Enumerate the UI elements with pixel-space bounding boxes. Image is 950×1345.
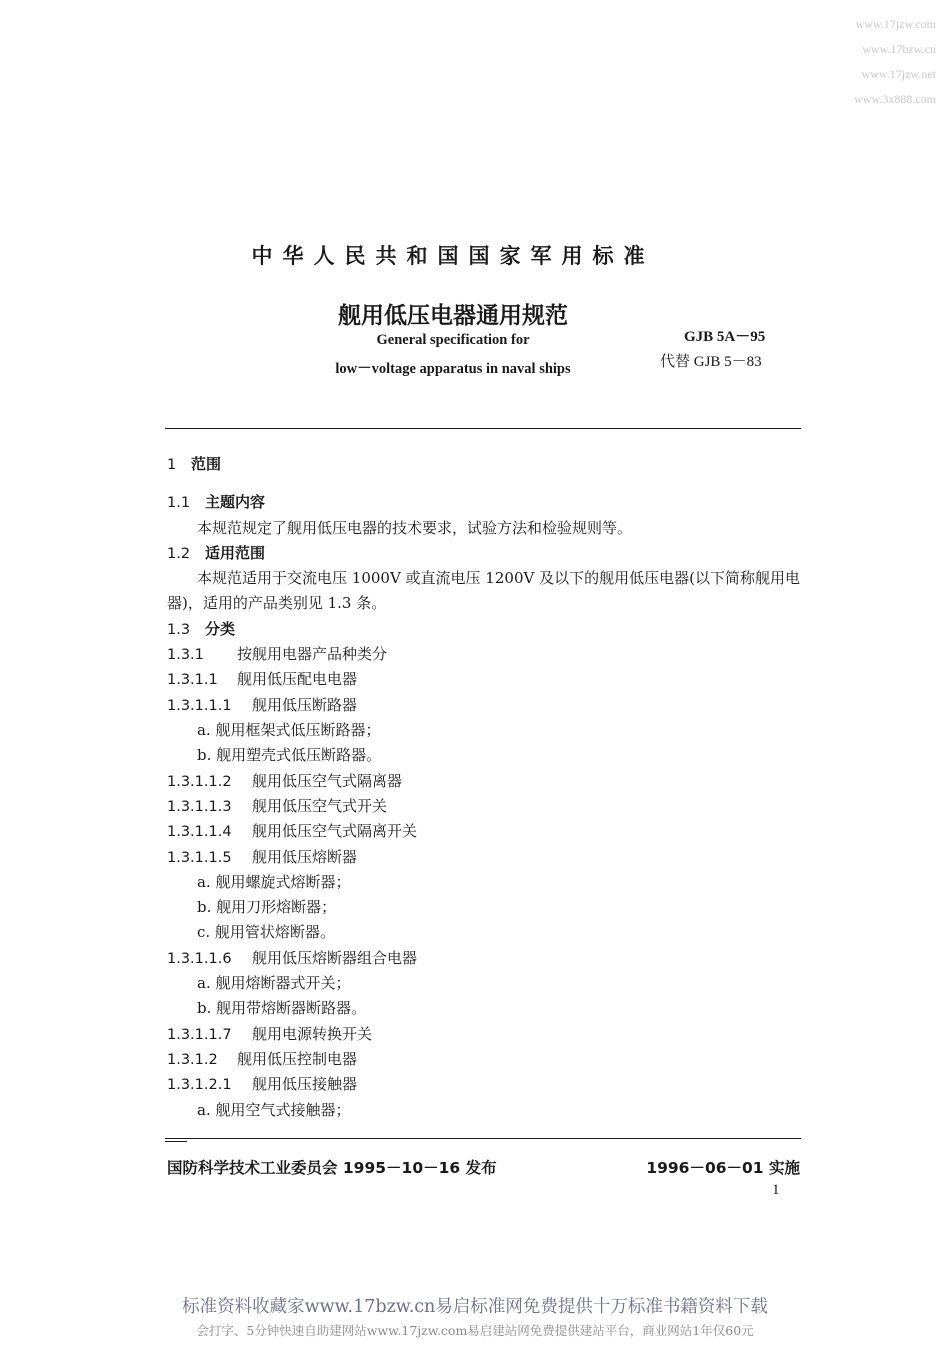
clause-number: 1.3.1.1.6 — [167, 950, 232, 967]
clause-heading — [167, 1072, 357, 1097]
clause-heading — [167, 794, 387, 819]
watermark-line: www.17jzw.net — [861, 67, 936, 81]
section-heading — [167, 617, 235, 642]
list-item: b. 舰用带熔断器断路器。 — [197, 999, 367, 1018]
body-paragraph: 本规范规定了舰用低压电器的技术要求，试验方法和检验规则等。 — [197, 518, 633, 537]
clause-number: 1.3.1.2 — [167, 1051, 218, 1068]
site-footer-line1: 标准资料收藏家www.17bzw.cn易启标准网免费提供十万标准书籍资料下载 — [182, 1297, 768, 1317]
clause-number: 1.3.1.1.4 — [167, 824, 232, 841]
clause-number: 1.3.1.1.5 — [167, 849, 232, 866]
clause-number: 1.3.1.1.7 — [167, 1026, 232, 1043]
clause-number: 1.3.1.1 — [167, 672, 218, 689]
implementation-date: 1996－06－01 实施 — [646, 1159, 800, 1177]
list-item: c. 舰用管状熔断器。 — [197, 923, 335, 942]
clause-title: 舰用低压空气式隔离开关 — [252, 822, 418, 841]
clause-number: 1.3.1 — [167, 647, 204, 664]
page-number: 1 — [772, 1182, 780, 1198]
clause-number: 1.3.1.1.2 — [167, 773, 232, 790]
clause-number: 1.3 — [167, 621, 191, 638]
list-item: a. 舰用框架式低压断路器； — [197, 721, 381, 739]
clause-title: 舰用电源转换开关 — [252, 1024, 373, 1043]
clause-number: 1.3.1.2.1 — [167, 1077, 232, 1094]
clause-heading — [167, 667, 357, 692]
header-divider — [165, 428, 801, 429]
clause-title: 舰用低压熔断器组合电器 — [252, 948, 418, 967]
clause-title: 主题内容 — [205, 493, 266, 512]
site-footer-line2: 会打字、5分钟快速自助建网站www.17jzw.com易启建站网免费提供建站平台，商业网站1年仅60元 — [196, 1323, 754, 1338]
standard-code: GJB 5A－95 — [684, 329, 766, 345]
clause-heading — [167, 1047, 357, 1072]
watermark-line: www.3x888.com — [854, 92, 936, 106]
clause-number: 1 — [167, 457, 177, 473]
clause-heading — [167, 946, 417, 971]
clause-title: 舰用低压配电电器 — [237, 670, 358, 689]
footer-divider — [165, 1138, 801, 1139]
list-item: a. 舰用空气式接触器； — [197, 1100, 351, 1119]
clause-number: 1.3.1.1.3 — [167, 798, 232, 815]
clause-title: 舰用低压断路器 — [252, 695, 358, 714]
replaces-code: 代替 GJB 5－83 — [660, 354, 762, 370]
watermark-urls — [854, 12, 936, 112]
clause-title: 适用范围 — [205, 543, 266, 562]
clause-title: 舰用低压熔断器 — [252, 847, 358, 866]
document-title-en-line2: low－voltage apparatus in naval ships — [335, 361, 571, 377]
clause-title: 舰用低压空气式隔离器 — [252, 771, 403, 790]
clause-number: 1.3.1.1.1 — [167, 697, 232, 714]
clause-title: 舰用低压空气式开关 — [252, 796, 388, 815]
list-item: b. 舰用塑壳式低压断路器。 — [197, 746, 382, 765]
document-title-en-line1: General specification for — [376, 332, 530, 348]
section-heading — [167, 490, 265, 515]
section-heading — [167, 452, 221, 477]
footer-divider-short — [165, 1141, 187, 1142]
issue-date: 国防科学技术工业委员会 1995－10－16 发布 — [167, 1159, 497, 1177]
clause-title: 范围 — [191, 455, 222, 473]
list-item: a. 舰用熔断器式开关； — [197, 974, 351, 992]
watermark-line: www.17bzw.cn — [862, 42, 936, 56]
document-title-cn: 舰用低压电器通用规范 — [338, 303, 568, 329]
clause-heading — [167, 693, 357, 718]
watermark-line: www.17jzw.com — [855, 17, 936, 31]
clause-heading — [167, 642, 387, 667]
clause-title: 按舰用电器产品种类分 — [237, 645, 388, 664]
clause-title: 舰用低压接触器 — [252, 1075, 358, 1094]
list-item: b. 舰用刀形熔断器； — [197, 898, 337, 917]
clause-number: 1.1 — [167, 495, 191, 512]
national-standard-heading: 中华人民共和国国家军用标准 — [251, 244, 655, 268]
clause-heading — [167, 845, 357, 870]
clause-number: 1.2 — [167, 545, 191, 562]
clause-title: 舰用低压控制电器 — [237, 1049, 358, 1068]
body-paragraph: 本规范适用于交流电压 1000V 或直流电压 1200V 及以下的舰用低压电器(以下简称舰用电器)，适用的产品类别见 1.3 条。 — [167, 569, 800, 613]
clause-heading — [167, 1022, 372, 1047]
clause-title: 分类 — [205, 619, 236, 638]
section-heading — [167, 541, 265, 566]
clause-heading — [167, 769, 402, 794]
clause-heading — [167, 819, 417, 844]
list-item: a. 舰用螺旋式熔断器； — [197, 872, 351, 891]
